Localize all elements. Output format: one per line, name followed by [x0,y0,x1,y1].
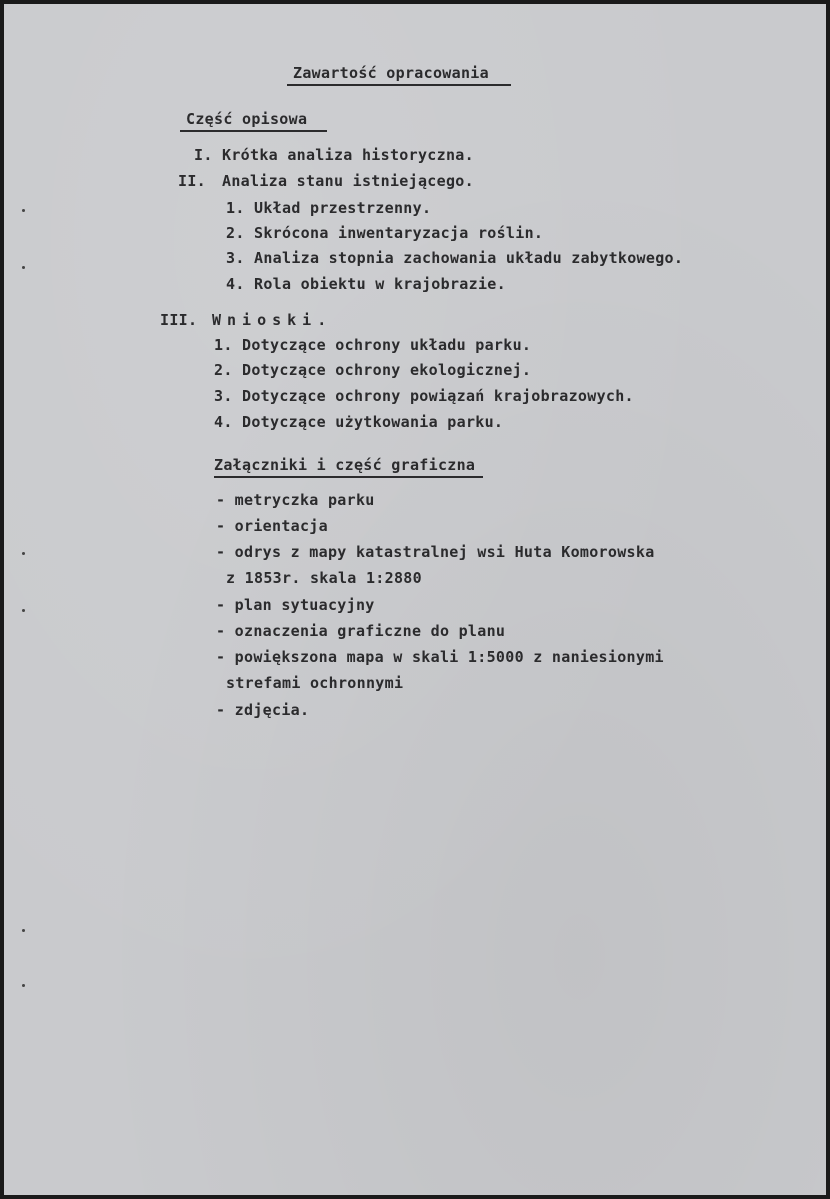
subitem-text: Rola obiektu w krajobrazie. [254,275,506,293]
subitem-number: 2. [226,224,245,242]
attachment-line: - zdjęcia. [216,701,310,719]
margin-mark [22,609,25,612]
section-heading-descriptive: Część opisowa [180,110,327,132]
subitem-text: Skrócona inwentaryzacja roślin. [254,224,544,242]
attachment-line: - oznaczenia graficzne do planu [216,622,506,640]
item-number: II. [178,172,206,190]
subitem-text: Dotyczące użytkowania parku. [242,413,504,431]
subitem-number: 2. [214,361,233,379]
attachment-line: - orientacja [216,517,328,535]
subitem-number: 3. [214,387,233,405]
section-heading-conclusions: Wnioski. [212,311,333,329]
subitem-text: Dotyczące ochrony ekologicznej. [242,361,532,379]
item-number: I. [194,146,213,164]
item-number: III. [160,311,198,329]
margin-mark [22,552,25,555]
margin-mark [22,266,25,269]
section-heading-attachments: Załączniki i część graficzna [214,456,483,478]
margin-mark [22,209,25,212]
subitem-text: Dotyczące ochrony układu parku. [242,336,532,354]
attachment-line: - plan sytuacyjny [216,596,375,614]
attachment-line: strefami ochronnymi [226,674,404,692]
subitem-number: 1. [226,199,245,217]
attachment-line: - odrys z mapy katastralnej wsi Huta Komorowska [216,543,655,561]
margin-mark [22,929,25,932]
item-text: Krótka analiza historyczna. [222,146,474,164]
item-text: Analiza stanu istniejącego. [222,172,474,190]
subitem-number: 4. [214,413,233,431]
document-page [4,4,826,1195]
document-title: Zawartość opracowania [287,64,511,86]
attachment-line: - powiększona mapa w skali 1:5000 z naniesionymi [216,648,664,666]
margin-mark [22,984,25,987]
subitem-text: Dotyczące ochrony powiązań krajobrazowych. [242,387,634,405]
subitem-number: 4. [226,275,245,293]
subitem-number: 3. [226,249,245,267]
subitem-number: 1. [214,336,233,354]
attachment-line: - metryczka parku [216,491,375,509]
attachment-line: z 1853r. skala 1:2880 [226,569,422,587]
subitem-text: Analiza stopnia zachowania układu zabytkowego. [254,249,684,267]
subitem-text: Układ przestrzenny. [254,199,432,217]
